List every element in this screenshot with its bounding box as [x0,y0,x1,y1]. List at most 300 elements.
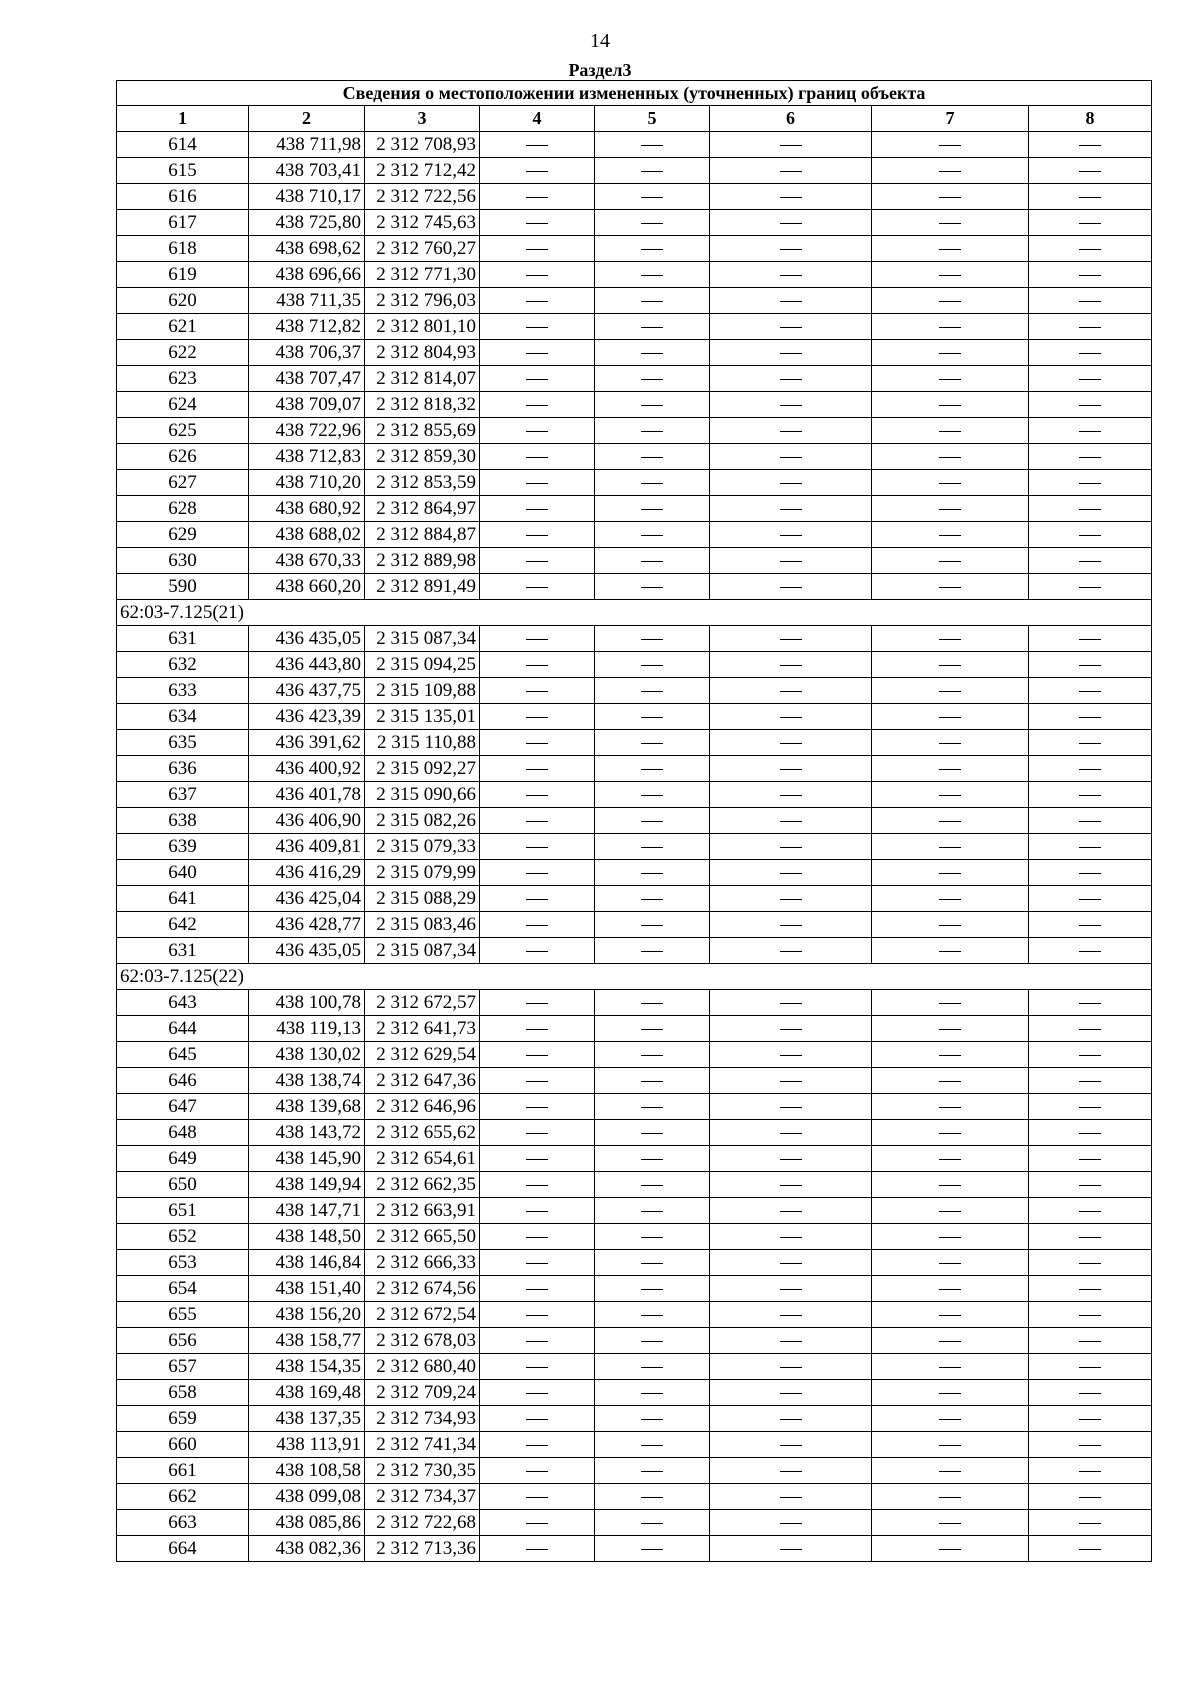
y-coordinate-cell: 2 312 801,10 [365,314,480,340]
dash-mark [780,1081,802,1082]
empty-value-cell [1029,678,1152,704]
empty-value-cell [595,886,710,912]
x-coordinate-cell: 438 660,20 [249,574,365,600]
point-number-cell: 662 [117,1484,249,1510]
table-row [117,1536,1152,1562]
dash-mark [939,431,961,432]
empty-value-cell [480,1484,595,1510]
y-coordinate-cell: 2 312 708,93 [365,132,480,158]
dash-mark [780,873,802,874]
point-number-cell: 653 [117,1250,249,1276]
empty-value-cell [710,1354,872,1380]
dash-mark [1079,899,1101,900]
empty-value-cell [710,704,872,730]
dash-mark [641,145,663,146]
dash-mark [780,639,802,640]
x-coordinate-cell: 436 435,05 [249,626,365,652]
dash-mark [1079,171,1101,172]
dash-mark [526,145,548,146]
empty-value-cell [1029,548,1152,574]
dash-mark [641,1445,663,1446]
dash-mark [641,795,663,796]
x-coordinate-cell: 438 710,17 [249,184,365,210]
x-coordinate-cell: 438 169,48 [249,1380,365,1406]
dash-mark [939,1497,961,1498]
empty-value-cell [872,522,1029,548]
dash-mark [939,535,961,536]
table-row [117,470,1152,496]
empty-value-cell [595,1354,710,1380]
empty-value-cell [480,938,595,964]
y-coordinate-cell: 2 312 663,91 [365,1198,480,1224]
empty-value-cell [710,1458,872,1484]
empty-value-cell [710,366,872,392]
dash-mark [1079,795,1101,796]
x-coordinate-cell: 438 158,77 [249,1328,365,1354]
empty-value-cell [1029,1510,1152,1536]
point-number-cell: 629 [117,522,249,548]
empty-value-cell [480,1016,595,1042]
empty-value-cell [710,314,872,340]
empty-value-cell [710,1094,872,1120]
dash-mark [1079,223,1101,224]
empty-value-cell [872,496,1029,522]
dash-mark [780,1029,802,1030]
dash-mark [939,1471,961,1472]
dash-mark [526,1471,548,1472]
empty-value-cell [1029,1198,1152,1224]
empty-value-cell [872,704,1029,730]
dash-mark [526,925,548,926]
dash-mark [939,223,961,224]
empty-value-cell [710,1224,872,1250]
dash-mark [1079,1445,1101,1446]
dash-mark [780,431,802,432]
empty-value-cell [872,652,1029,678]
dash-mark [780,847,802,848]
empty-value-cell [872,366,1029,392]
empty-value-cell [595,1458,710,1484]
empty-value-cell [1029,288,1152,314]
dash-mark [1079,431,1101,432]
point-number-cell: 656 [117,1328,249,1354]
x-coordinate-cell: 438 148,50 [249,1224,365,1250]
x-coordinate-cell: 438 710,20 [249,470,365,496]
dash-mark [939,301,961,302]
empty-value-cell [710,418,872,444]
empty-value-cell [872,1094,1029,1120]
empty-value-cell [480,1146,595,1172]
point-number-cell: 652 [117,1224,249,1250]
dash-mark [1079,1523,1101,1524]
dash-mark [939,587,961,588]
dash-mark [526,431,548,432]
point-number-cell: 634 [117,704,249,730]
x-coordinate-cell: 438 108,58 [249,1458,365,1484]
empty-value-cell [710,574,872,600]
dash-mark [780,457,802,458]
dash-mark [1079,1315,1101,1316]
dash-mark [1079,769,1101,770]
empty-value-cell [1029,470,1152,496]
dash-mark [641,1237,663,1238]
empty-value-cell [710,730,872,756]
dash-mark [780,1289,802,1290]
dash-mark [526,457,548,458]
empty-value-cell [480,1198,595,1224]
dash-mark [526,665,548,666]
empty-value-cell [595,1094,710,1120]
dash-mark [939,353,961,354]
dash-mark [780,1367,802,1368]
empty-value-cell [480,210,595,236]
dash-mark [780,197,802,198]
empty-value-cell [872,1224,1029,1250]
dash-mark [641,1185,663,1186]
x-coordinate-cell: 438 711,35 [249,288,365,314]
x-coordinate-cell: 438 670,33 [249,548,365,574]
point-number-cell: 617 [117,210,249,236]
dash-mark [1079,925,1101,926]
dash-mark [1079,483,1101,484]
dash-mark [780,821,802,822]
empty-value-cell [710,444,872,470]
empty-value-cell [1029,808,1152,834]
dash-mark [641,483,663,484]
empty-value-cell [595,444,710,470]
dash-mark [1079,1237,1101,1238]
empty-value-cell [872,1510,1029,1536]
dash-mark [526,301,548,302]
y-coordinate-cell: 2 312 655,62 [365,1120,480,1146]
y-coordinate-cell: 2 315 135,01 [365,704,480,730]
dash-mark [939,1159,961,1160]
table-row [117,314,1152,340]
dash-mark [939,847,961,848]
point-number-cell: 632 [117,652,249,678]
table-row [117,1510,1152,1536]
x-coordinate-cell: 438 712,83 [249,444,365,470]
y-coordinate-cell: 2 315 087,34 [365,938,480,964]
group-header-row [117,964,1152,990]
table-row [117,340,1152,366]
empty-value-cell [1029,314,1152,340]
empty-value-cell [480,1120,595,1146]
point-number-cell: 621 [117,314,249,340]
x-coordinate-cell: 436 425,04 [249,886,365,912]
point-number-cell: 631 [117,626,249,652]
point-number-cell: 635 [117,730,249,756]
dash-mark [939,1549,961,1550]
table-row [117,782,1152,808]
dash-mark [1079,1289,1101,1290]
empty-value-cell [480,1302,595,1328]
table-row [117,1458,1152,1484]
empty-value-cell [595,366,710,392]
x-coordinate-cell: 438 082,36 [249,1536,365,1562]
empty-value-cell [480,730,595,756]
empty-value-cell [1029,1094,1152,1120]
empty-value-cell [872,1536,1029,1562]
dash-mark [526,1237,548,1238]
dash-mark [780,1003,802,1004]
dash-mark [641,457,663,458]
y-coordinate-cell: 2 312 859,30 [365,444,480,470]
dash-mark [939,639,961,640]
empty-value-cell [480,314,595,340]
point-number-cell: 619 [117,262,249,288]
dash-mark [780,899,802,900]
empty-value-cell [872,340,1029,366]
dash-mark [526,1055,548,1056]
dash-mark [780,691,802,692]
point-number-cell: 625 [117,418,249,444]
empty-value-cell [1029,1172,1152,1198]
dash-mark [641,691,663,692]
empty-value-cell [1029,1224,1152,1250]
empty-value-cell [872,262,1029,288]
empty-value-cell [595,314,710,340]
point-number-cell: 648 [117,1120,249,1146]
dash-mark [780,249,802,250]
dash-mark [1079,1107,1101,1108]
dash-mark [780,769,802,770]
dash-mark [1079,951,1101,952]
y-coordinate-cell: 2 312 814,07 [365,366,480,392]
table-row [117,236,1152,262]
dash-mark [780,327,802,328]
x-coordinate-cell: 438 154,35 [249,1354,365,1380]
dash-mark [641,769,663,770]
point-number-cell: 645 [117,1042,249,1068]
empty-value-cell [480,340,595,366]
empty-value-cell [480,392,595,418]
group-label: 62:03-7.125(21) [117,600,1152,626]
dash-mark [780,171,802,172]
empty-value-cell [872,990,1029,1016]
empty-value-cell [1029,496,1152,522]
empty-value-cell [595,262,710,288]
dash-mark [526,1549,548,1550]
dash-mark [1079,1081,1101,1082]
dash-mark [939,1263,961,1264]
dash-mark [641,1549,663,1550]
empty-value-cell [710,470,872,496]
x-coordinate-cell: 436 437,75 [249,678,365,704]
y-coordinate-cell: 2 312 722,68 [365,1510,480,1536]
table-row [117,678,1152,704]
table-row [117,1094,1152,1120]
y-coordinate-cell: 2 312 665,50 [365,1224,480,1250]
y-coordinate-cell: 2 315 087,34 [365,626,480,652]
table-row [117,652,1152,678]
empty-value-cell [595,704,710,730]
empty-value-cell [872,1250,1029,1276]
empty-value-cell [595,1406,710,1432]
empty-value-cell [1029,1068,1152,1094]
dash-mark [939,1185,961,1186]
dash-mark [526,847,548,848]
y-coordinate-cell: 2 312 889,98 [365,548,480,574]
dash-mark [780,1211,802,1212]
point-number-cell: 624 [117,392,249,418]
empty-value-cell [1029,132,1152,158]
empty-value-cell [595,210,710,236]
x-coordinate-cell: 438 706,37 [249,340,365,366]
empty-value-cell [710,678,872,704]
dash-mark [641,1341,663,1342]
table-row [117,184,1152,210]
empty-value-cell [480,1510,595,1536]
empty-value-cell [1029,886,1152,912]
y-coordinate-cell: 2 312 891,49 [365,574,480,600]
dash-mark [641,1289,663,1290]
x-coordinate-cell: 438 130,02 [249,1042,365,1068]
x-coordinate-cell: 438 688,02 [249,522,365,548]
dash-mark [641,431,663,432]
empty-value-cell [1029,418,1152,444]
empty-value-cell [480,132,595,158]
empty-value-cell [1029,626,1152,652]
dash-mark [1079,1211,1101,1212]
empty-value-cell [1029,704,1152,730]
dash-mark [780,145,802,146]
group-label: 62:03-7.125(22) [117,964,1152,990]
dash-mark [780,1055,802,1056]
dash-mark [780,743,802,744]
empty-value-cell [710,210,872,236]
y-coordinate-cell: 2 315 092,27 [365,756,480,782]
x-coordinate-cell: 436 401,78 [249,782,365,808]
empty-value-cell [595,522,710,548]
empty-value-cell [595,1016,710,1042]
point-number-cell: 633 [117,678,249,704]
dash-mark [641,847,663,848]
empty-value-cell [1029,1406,1152,1432]
group-header-row [117,600,1152,626]
table-row [117,1276,1152,1302]
table-row [117,210,1152,236]
dash-mark [939,1393,961,1394]
empty-value-cell [595,1042,710,1068]
empty-value-cell [710,548,872,574]
dash-mark [641,1003,663,1004]
table-row [117,1016,1152,1042]
dash-mark [1079,717,1101,718]
empty-value-cell [480,288,595,314]
x-coordinate-cell: 438 707,47 [249,366,365,392]
empty-value-cell [480,522,595,548]
empty-value-cell [595,678,710,704]
dash-mark [641,1497,663,1498]
dash-mark [939,717,961,718]
empty-value-cell [1029,210,1152,236]
empty-value-cell [710,496,872,522]
dash-mark [526,639,548,640]
empty-value-cell [595,418,710,444]
dash-mark [939,951,961,952]
empty-value-cell [872,912,1029,938]
empty-value-cell [1029,1276,1152,1302]
point-number-cell: 628 [117,496,249,522]
dash-mark [939,1081,961,1082]
y-coordinate-cell: 2 312 674,56 [365,1276,480,1302]
dash-mark [526,483,548,484]
empty-value-cell [1029,392,1152,418]
column-header: 5 [595,106,710,132]
y-coordinate-cell: 2 312 741,34 [365,1432,480,1458]
empty-value-cell [480,1172,595,1198]
y-coordinate-cell: 2 315 082,26 [365,808,480,834]
empty-value-cell [480,1250,595,1276]
empty-value-cell [595,1068,710,1094]
empty-value-cell [1029,1302,1152,1328]
dash-mark [1079,457,1101,458]
empty-value-cell [710,184,872,210]
dash-mark [1079,561,1101,562]
x-coordinate-cell: 436 423,39 [249,704,365,730]
empty-value-cell [595,496,710,522]
dash-mark [526,1445,548,1446]
dash-mark [641,821,663,822]
dash-mark [1079,301,1101,302]
y-coordinate-cell: 2 312 712,42 [365,158,480,184]
x-coordinate-cell: 436 428,77 [249,912,365,938]
dash-mark [641,197,663,198]
empty-value-cell [595,1432,710,1458]
empty-value-cell [480,626,595,652]
empty-value-cell [1029,184,1152,210]
y-coordinate-cell: 2 312 654,61 [365,1146,480,1172]
empty-value-cell [480,990,595,1016]
dash-mark [526,249,548,250]
dash-mark [780,1549,802,1550]
empty-value-cell [710,1536,872,1562]
table-row [117,1432,1152,1458]
empty-value-cell [1029,1146,1152,1172]
table-row [117,444,1152,470]
empty-value-cell [595,340,710,366]
point-number-cell: 649 [117,1146,249,1172]
empty-value-cell [480,912,595,938]
table-row [117,418,1152,444]
point-number-cell: 640 [117,860,249,886]
dash-mark [641,301,663,302]
empty-value-cell [480,496,595,522]
empty-value-cell [872,1068,1029,1094]
y-coordinate-cell: 2 312 884,87 [365,522,480,548]
dash-mark [780,353,802,354]
x-coordinate-cell: 436 416,29 [249,860,365,886]
empty-value-cell [480,1042,595,1068]
dash-mark [526,587,548,588]
empty-value-cell [1029,912,1152,938]
dash-mark [939,873,961,874]
empty-value-cell [595,1380,710,1406]
empty-value-cell [872,1380,1029,1406]
dash-mark [641,899,663,900]
dash-mark [1079,1029,1101,1030]
point-number-cell: 627 [117,470,249,496]
dash-mark [939,145,961,146]
y-coordinate-cell: 2 312 678,03 [365,1328,480,1354]
dash-mark [641,1263,663,1264]
point-number-cell: 651 [117,1198,249,1224]
dash-mark [526,327,548,328]
dash-mark [939,1029,961,1030]
empty-value-cell [710,1380,872,1406]
point-number-cell: 655 [117,1302,249,1328]
